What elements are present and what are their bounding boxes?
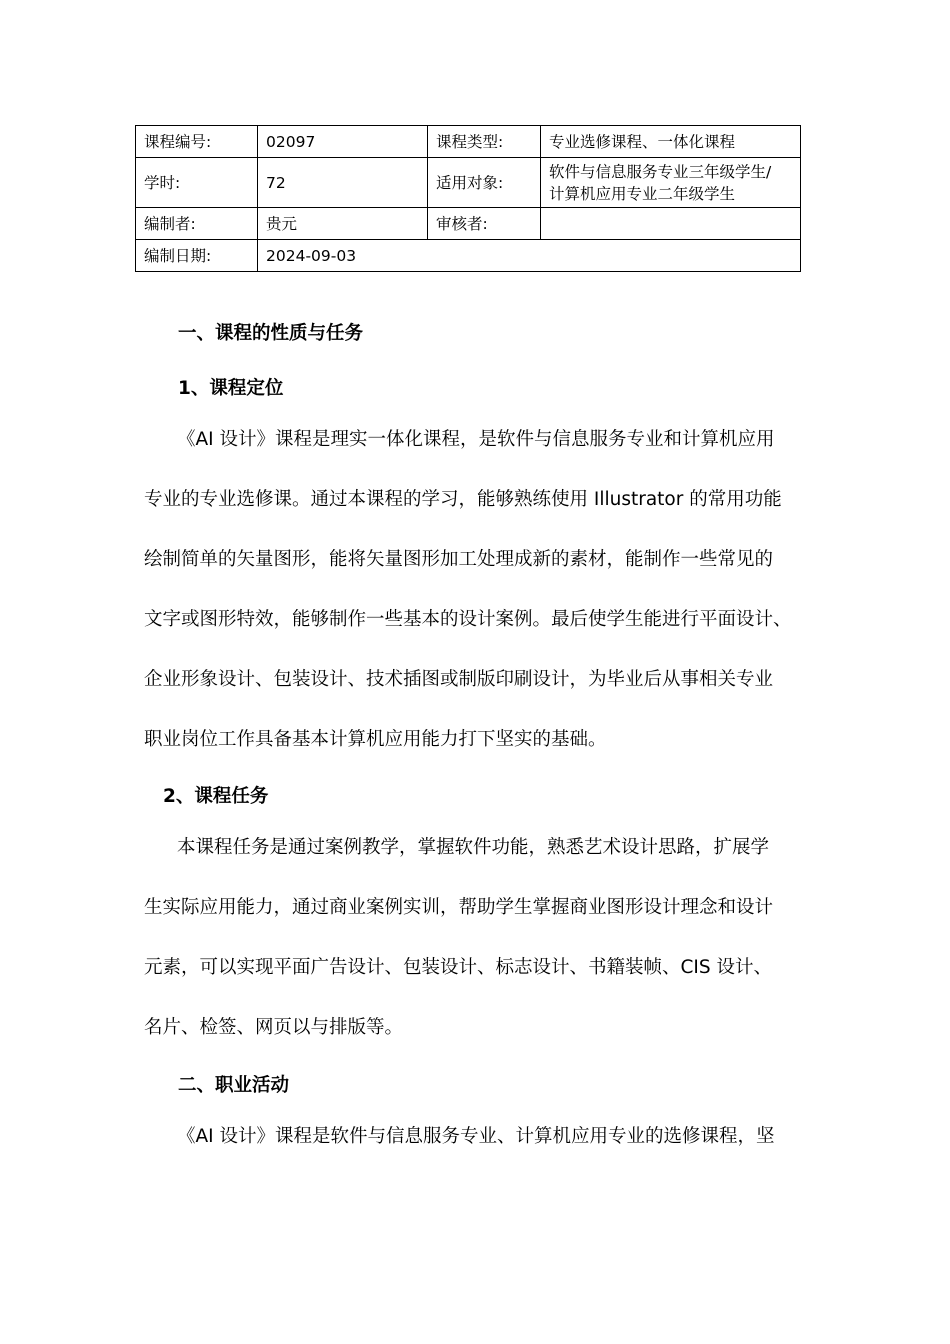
table-row xyxy=(136,240,801,272)
paragraph-line: 《AI 设计》课程是理实一体化课程，是软件与信息服务专业和计算机应用 xyxy=(177,429,775,450)
hours-value: 72 xyxy=(258,158,428,208)
paragraph-line: 绘制简单的矢量图形，能将矢量图形加工处理成新的素材，能制作一些常见的 xyxy=(144,549,774,570)
table-row xyxy=(136,208,801,240)
section-1-1-heading: 1、课程定位 xyxy=(178,378,284,399)
paragraph-line: 本课程任务是通过案例教学，掌握软件功能，熟悉艺术设计思路，扩展学 xyxy=(177,837,770,858)
course-code-label: 课程编号: xyxy=(136,126,258,158)
date-label: 编制日期: xyxy=(136,240,258,272)
course-code-value: 02097 xyxy=(258,126,428,158)
section-1-heading: 一、课程的性质与任务 xyxy=(178,323,364,344)
paragraph-line: 生实际应用能力，通过商业案例实训，帮助学生掌握商业图形设计理念和设计 xyxy=(144,897,774,918)
paragraph-line: 名片、检签、网页以与排版等。 xyxy=(144,1017,404,1038)
reviewer-value xyxy=(541,208,801,240)
date-value: 2024-09-03 xyxy=(258,240,801,272)
audience-value xyxy=(541,158,801,208)
paragraph-line: 元素，可以实现平面广告设计、包装设计、标志设计、书籍装帧、CIS 设计、 xyxy=(144,957,773,978)
audience-line-2: 计算机应用专业二年级学生 xyxy=(549,184,736,203)
paragraph-line: 专业的专业选修课。通过本课程的学习，能够熟练使用 Illustrator 的常用功能 xyxy=(144,489,782,510)
course-type-label: 课程类型: xyxy=(428,126,541,158)
table-row xyxy=(136,126,801,158)
section-1-2-paragraph xyxy=(144,818,824,1058)
paragraph-line: 企业形象设计、包装设计、技术插图或制版印刷设计，为毕业后从事相关专业 xyxy=(144,669,774,690)
section-2-paragraph xyxy=(144,1107,824,1167)
table-row xyxy=(136,158,801,208)
section-1-1-paragraph xyxy=(144,410,824,770)
author-label: 编制者: xyxy=(136,208,258,240)
paragraph-line: 文字或图形特效，能够制作一些基本的设计案例。最后使学生能进行平面设计、 xyxy=(144,609,792,630)
hours-label: 学时: xyxy=(136,158,258,208)
author-value: 贵元 xyxy=(258,208,428,240)
course-type-value: 专业选修课程、一体化课程 xyxy=(541,126,801,158)
audience-label: 适用对象: xyxy=(428,158,541,208)
paragraph-line: 职业岗位工作具备基本计算机应用能力打下坚实的基础。 xyxy=(144,729,607,750)
audience-line-1: 软件与信息服务专业三年级学生/ xyxy=(549,162,772,181)
section-1-2-heading: 2、课程任务 xyxy=(163,786,269,807)
paragraph-line: 《AI 设计》课程是软件与信息服务专业、计算机应用专业的选修课程，坚 xyxy=(177,1126,775,1147)
reviewer-label: 审核者: xyxy=(428,208,541,240)
course-info-table xyxy=(135,125,801,272)
section-2-heading: 二、职业活动 xyxy=(178,1075,290,1096)
